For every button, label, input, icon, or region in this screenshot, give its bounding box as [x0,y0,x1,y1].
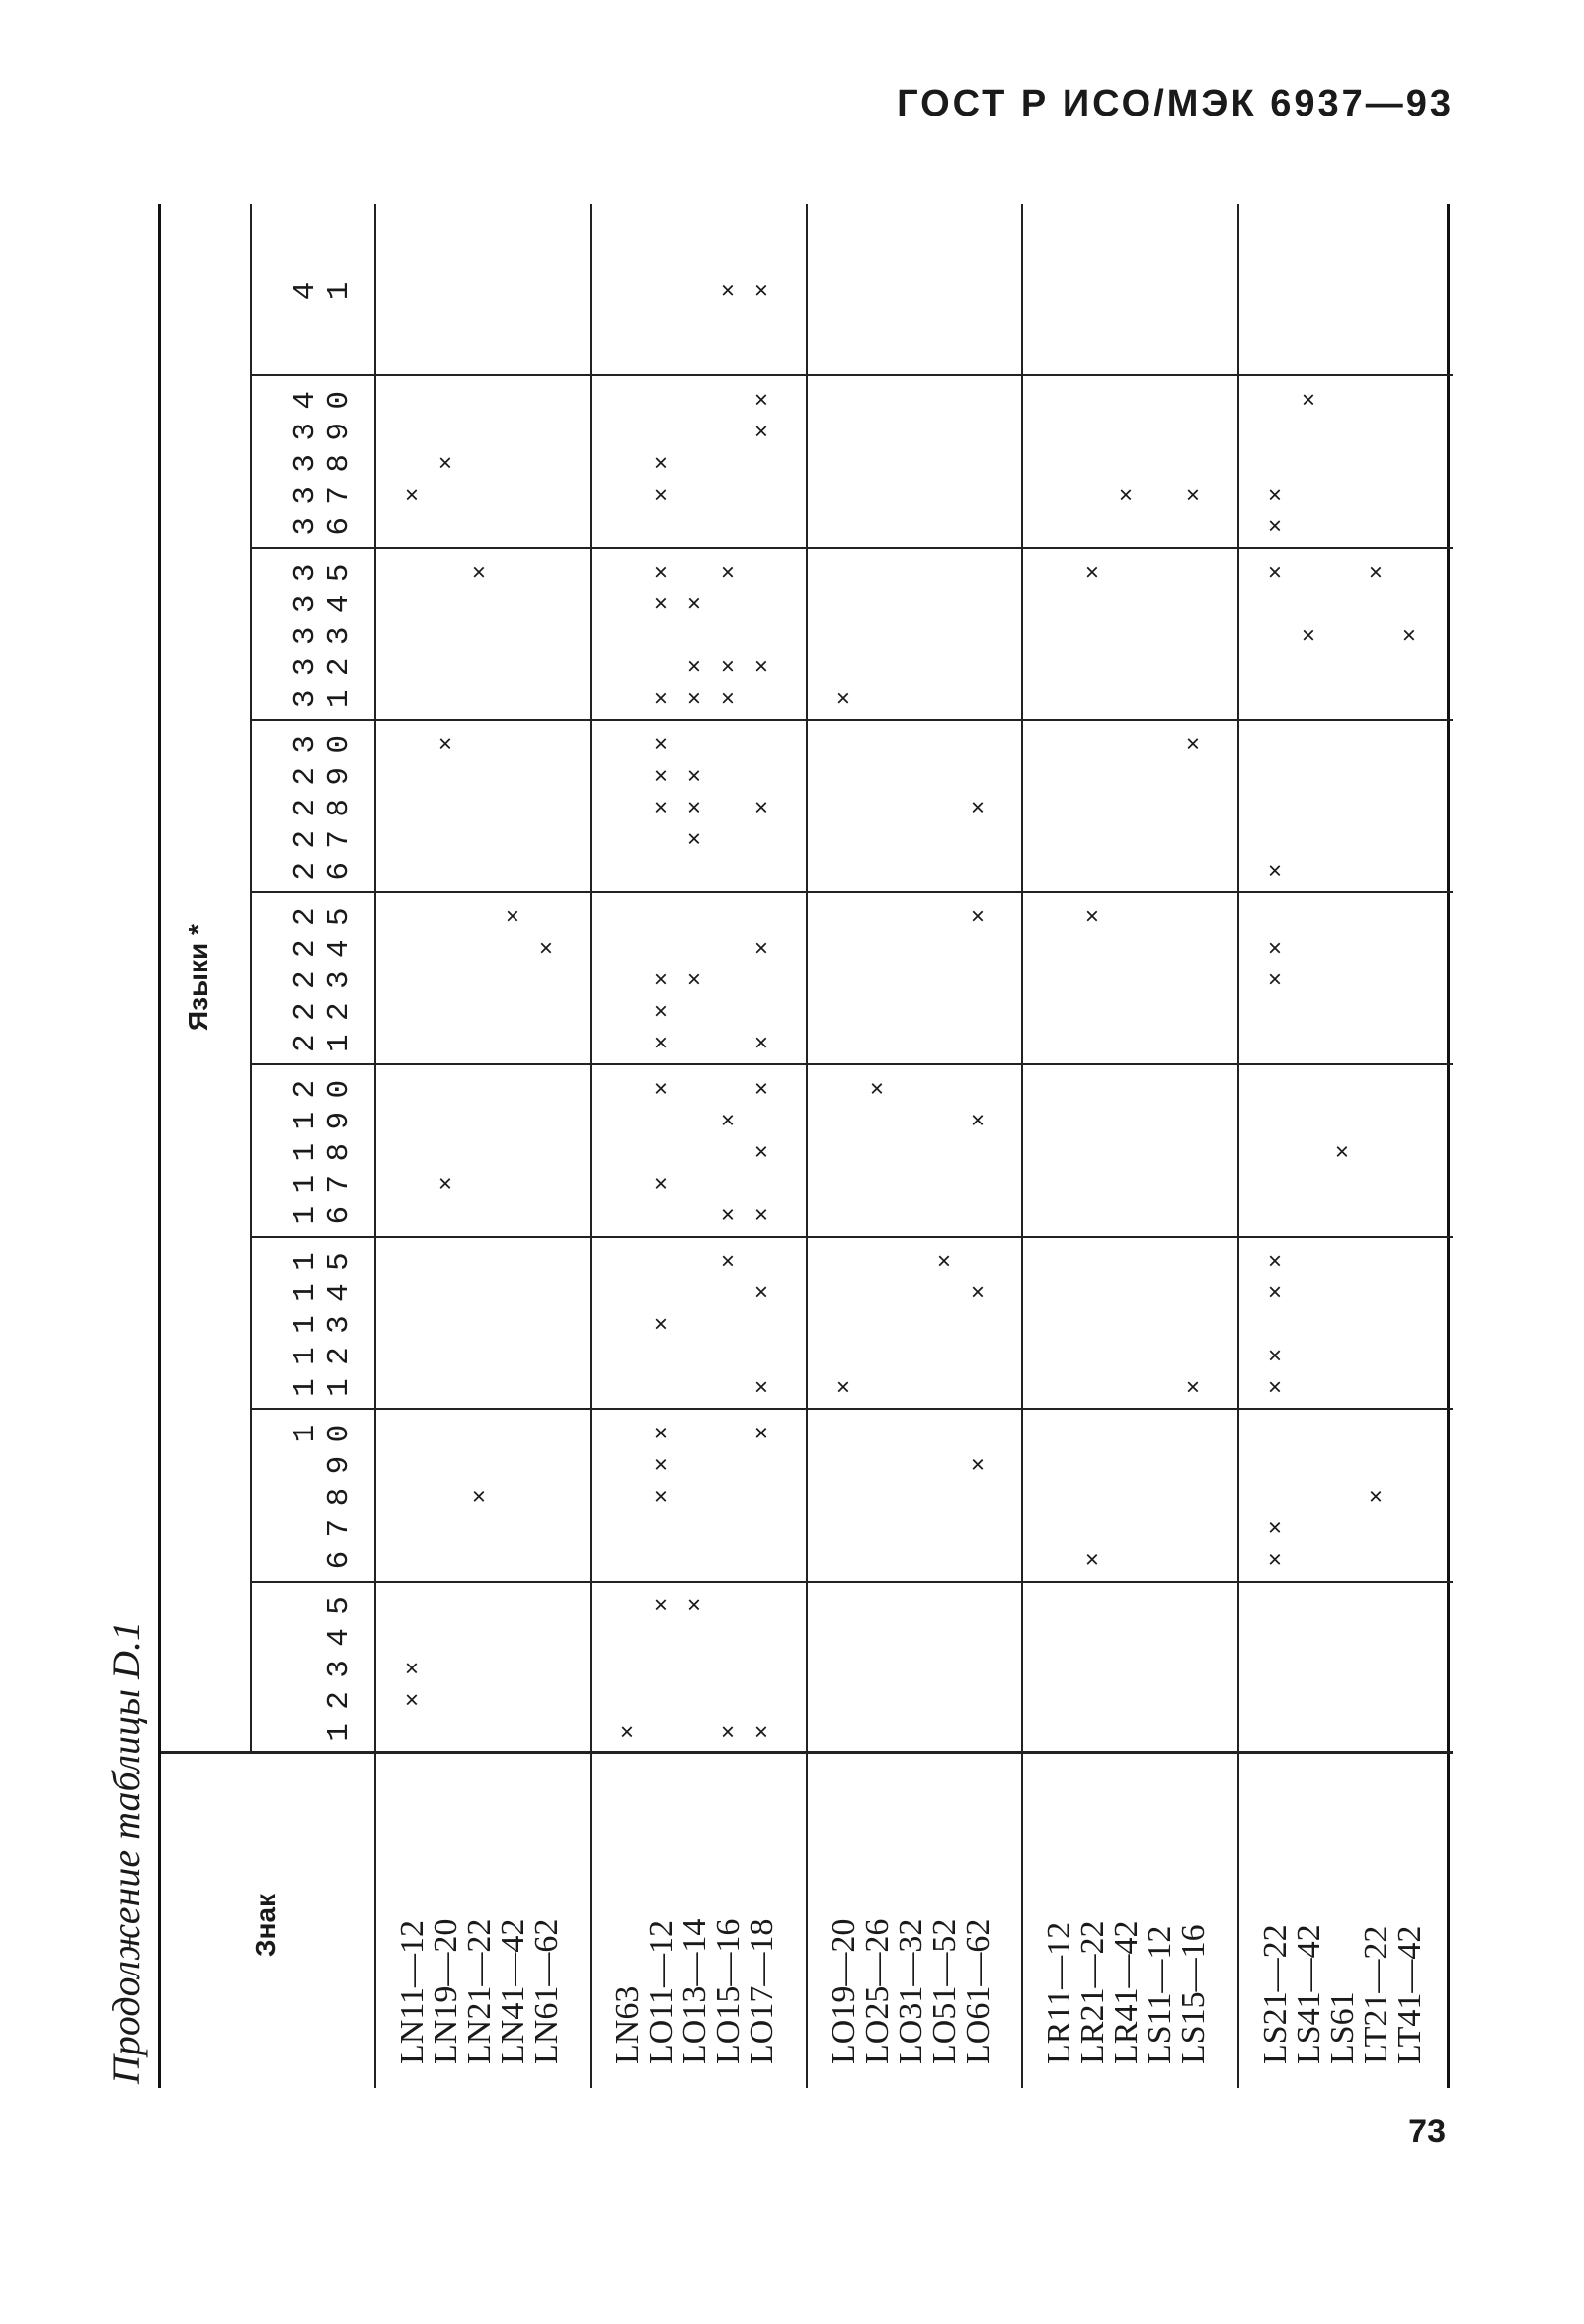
usage-mark: × [1261,863,1289,878]
usage-mark: × [749,659,776,674]
usage-mark: × [715,1253,743,1268]
rotated-table-region [99,204,1450,2088]
usage-mark: × [648,455,675,470]
usage-mark: × [648,1489,675,1504]
usage-mark: × [648,1457,675,1472]
usage-mark: × [1295,628,1322,643]
row-group-divider [1237,204,1239,2088]
sign-label: LO61—62 [959,1918,996,2064]
column-number: 3 1 [288,689,356,709]
usage-mark: × [466,1489,493,1504]
column-number: 2 7 [288,829,356,849]
usage-mark: × [681,1597,709,1612]
column-number: 1 0 [288,1424,356,1443]
sign-label: LN61—62 [528,1918,565,2064]
column-group-divider [250,891,1453,893]
column-number: 1 9 [288,1111,356,1130]
usage-mark: × [500,909,526,924]
column-group-divider [250,1063,1453,1065]
usage-mark: × [964,1113,991,1127]
usage-mark: × [648,768,675,783]
usage-mark: × [830,691,857,706]
sign-group [1043,1921,1211,2064]
column-number: 3 [322,1660,356,1678]
usage-mark: × [681,768,709,783]
usage-mark: × [648,800,675,814]
usage-mark: × [830,1379,857,1394]
sign-label: LO25—26 [858,1918,896,2064]
usage-mark: × [749,800,776,814]
usage-mark: × [964,909,991,924]
column-group-divider [250,719,1453,721]
column-number: 1 3 [288,1315,356,1334]
sign-column-header: Знак [250,1893,280,1957]
languages-band-divider [250,204,252,1754]
usage-mark: × [681,691,709,706]
column-number: 3 3 [288,626,356,646]
languages-header: Языки * [183,924,213,1031]
column-group-divider [250,547,1453,549]
sign-group [1256,1924,1428,2064]
usage-mark: × [433,455,459,470]
row-group-divider [806,204,808,2088]
languages-table [158,204,1450,2088]
usage-mark: × [648,1081,675,1096]
usage-mark: × [1261,565,1289,580]
usage-mark: × [433,736,459,751]
usage-mark: × [648,972,675,987]
usage-mark: × [399,1692,426,1707]
sign-label: LN41—42 [495,1918,531,2064]
usage-mark: × [466,565,493,580]
column-number: 2 9 [288,766,356,786]
column-number: 3 6 [288,517,356,536]
column-number: 2 6 [288,861,356,881]
usage-mark: × [1261,941,1289,956]
sign-label: LS61 [1323,1991,1361,2064]
sign-label: LO13—14 [676,1918,714,2064]
column-number: 2 3 [288,970,356,989]
usage-mark: × [648,1316,675,1331]
column-number: 4 1 [288,281,356,301]
usage-mark: × [1261,972,1289,987]
column-number: 3 9 [288,423,356,441]
sign-label: LO11—12 [643,1919,680,2064]
table-caption: Продолжение таблицы D.1 [104,1621,148,2084]
column-number: 8 [322,1487,356,1507]
row-group-divider [1021,204,1023,2088]
usage-mark: × [648,487,675,502]
sign-label: LT21—22 [1357,1925,1394,2064]
usage-mark: × [1079,1552,1107,1567]
sign-label: LO51—52 [925,1918,963,2064]
usage-mark: × [399,1661,426,1675]
header-divider [374,204,376,2088]
usage-mark: × [749,1036,776,1050]
usage-mark: × [964,800,991,814]
usage-mark: × [715,1724,743,1739]
usage-mark: × [681,831,709,846]
sign-group [611,1919,779,2064]
usage-mark: × [1180,487,1208,502]
page-number: 73 [1408,2113,1446,2150]
usage-mark: × [749,1207,776,1222]
column-number: 9 [322,1455,356,1475]
usage-mark: × [1261,518,1289,533]
usage-mark: × [648,1004,675,1019]
column-number: 1 2 [288,1347,356,1365]
usage-mark: × [1261,1284,1289,1299]
document-header: ГОСТ Р ИСО/МЭК 6937—93 [897,83,1454,124]
column-number: 2 0 [288,1079,356,1099]
usage-mark: × [1362,1489,1389,1504]
usage-mark: × [681,800,709,814]
usage-mark: × [1079,909,1107,924]
sign-label: LO17—18 [744,1918,781,2064]
sign-label: LN11—12 [394,1919,431,2064]
column-number: 3 2 [288,658,356,677]
sign-label: LS11—12 [1142,1925,1179,2064]
usage-mark: × [1079,565,1107,580]
sign-group [825,1918,996,2064]
column-number: 2 2 [288,1002,356,1021]
column-group-divider [250,374,1453,376]
usage-mark: × [964,1457,991,1472]
column-number: 1 4 [288,1283,356,1302]
usage-mark: × [648,691,675,706]
usage-mark: × [1295,392,1322,407]
usage-mark: × [749,1144,776,1159]
usage-mark: × [749,1284,776,1299]
usage-mark: × [715,1113,743,1127]
column-number: 5 [322,1596,356,1615]
sign-label: LN19—20 [428,1918,464,2064]
usage-mark: × [749,283,776,298]
usage-mark: × [715,565,743,580]
usage-mark: × [1261,1552,1289,1567]
column-number: 1 5 [288,1252,356,1271]
sign-label: LR11—12 [1041,1921,1078,2064]
usage-mark: × [1261,487,1289,502]
sign-label: LT41—42 [1390,1925,1428,2064]
usage-mark: × [433,1176,459,1191]
column-group-divider [250,1581,1453,1583]
usage-mark: × [749,392,776,407]
usage-mark: × [681,596,709,611]
usage-mark: × [964,1284,991,1299]
row-group-divider [590,204,592,2088]
column-group-divider [250,1236,1453,1238]
column-number: 2 [322,1691,356,1710]
sign-label: LN63 [609,1985,647,2064]
sign-label: LO19—20 [825,1918,862,2064]
column-number: 2 4 [288,939,356,958]
usage-mark: × [1395,628,1423,643]
sign-label: LR41—42 [1108,1920,1146,2064]
usage-mark: × [715,1207,743,1222]
column-number: 1 1 [288,1378,356,1397]
usage-mark: × [1261,1520,1289,1535]
usage-mark: × [1180,1379,1208,1394]
usage-mark: × [1113,487,1141,502]
sign-group [396,1919,564,2064]
column-number: 4 0 [288,391,356,410]
sign-label: LN21—22 [461,1918,498,2064]
column-number: 4 [322,1628,356,1647]
usage-mark: × [681,659,709,674]
usage-mark: × [399,487,426,502]
usage-mark: × [749,424,776,438]
column-number: 1 7 [288,1174,356,1194]
usage-mark: × [648,1426,675,1440]
usage-mark: × [863,1081,891,1096]
usage-mark: × [533,941,560,956]
usage-mark: × [648,596,675,611]
sign-label: LS41—42 [1290,1924,1327,2064]
usage-mark: × [749,1379,776,1394]
column-number: 2 1 [288,1034,356,1052]
column-group-divider [250,1408,1453,1410]
usage-mark: × [648,1597,675,1612]
sign-label: LO31—32 [892,1918,929,2064]
column-number: 1 8 [288,1142,356,1162]
usage-mark: × [930,1253,958,1268]
usage-mark: × [1362,565,1389,580]
usage-mark: × [715,659,743,674]
sign-label: LS21—22 [1256,1924,1294,2064]
usage-mark: × [749,1426,776,1440]
sign-label: LO15—16 [710,1918,748,2064]
usage-mark: × [715,691,743,706]
usage-mark: × [1328,1144,1356,1159]
column-number: 1 [322,1723,356,1742]
usage-mark: × [648,565,675,580]
usage-mark: × [1261,1348,1289,1362]
column-number: 3 0 [288,735,356,754]
usage-mark: × [681,972,709,987]
column-number: 3 5 [288,563,356,582]
usage-mark: × [614,1724,642,1739]
usage-mark: × [749,1081,776,1096]
column-number: 3 8 [288,454,356,473]
column-number: 6 [322,1550,356,1570]
usage-mark: × [1180,736,1208,751]
usage-mark: × [749,941,776,956]
column-number: 2 5 [288,907,356,926]
column-number: 2 8 [288,798,356,817]
column-number: 7 [322,1518,356,1538]
column-number: 3 7 [288,486,356,504]
column-number: 3 4 [288,594,356,614]
sign-label: LS15—16 [1175,1924,1213,2064]
usage-mark: × [749,1724,776,1739]
usage-mark: × [715,283,743,298]
usage-mark: × [1261,1379,1289,1394]
usage-mark: × [648,1036,675,1050]
sign-label: LR21—22 [1074,1920,1112,2064]
usage-mark: × [648,1176,675,1191]
usage-mark: × [1261,1253,1289,1268]
usage-mark: × [648,736,675,751]
column-number: 1 6 [288,1205,356,1225]
